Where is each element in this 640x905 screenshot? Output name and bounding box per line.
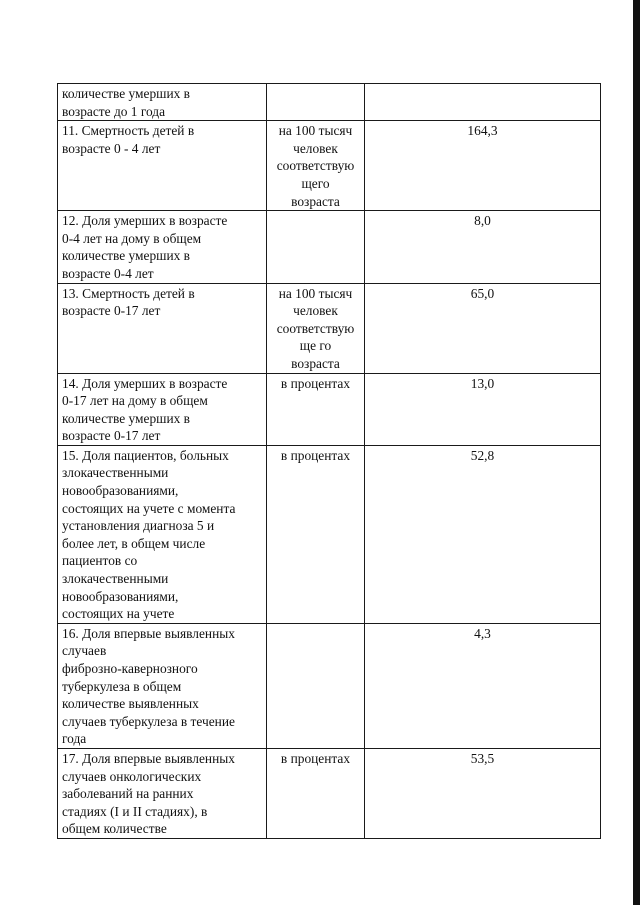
table-row [58, 84, 601, 121]
unit-cell [267, 84, 365, 121]
indicator-text: 17. Доля впервые выявленных случаев онкологических заболеваний на ранних стадиях (I и II стадиях), в общем количестве [62, 750, 235, 837]
table-row [58, 121, 601, 211]
indicator-cell [58, 283, 267, 373]
indicator-text: количестве умерших в возрасте до 1 года [62, 86, 191, 119]
value-text: 13,0 [470, 375, 495, 391]
table-row [58, 283, 601, 373]
table-row [58, 623, 601, 748]
value-cell [365, 84, 601, 121]
unit-cell [267, 211, 365, 283]
unit-text: в процентах [280, 447, 351, 463]
value-cell [365, 748, 601, 838]
indicator-cell [58, 623, 267, 748]
unit-text: в процентах [280, 750, 351, 766]
indicator-text: 13. Смертность детей в возрасте 0-17 лет [62, 285, 195, 319]
value-text: 65,0 [470, 285, 495, 301]
indicator-cell [58, 211, 267, 283]
unit-text: на 100 тысяч человек соответствую щего возраста [276, 123, 355, 209]
value-cell [365, 283, 601, 373]
scan-edge-border [633, 0, 640, 905]
indicator-text: 15. Доля пациентов, больных злокачественными новообразованиями, состоящих на учете с момента установления диагноза 5 и более лет, в общем числе пациентов со злокачественными новообразованиями, состоящих на учете [62, 447, 236, 622]
indicator-cell [58, 373, 267, 445]
unit-cell [267, 445, 365, 623]
indicator-text: 11. Смертность детей в возрасте 0 - 4 лет [62, 123, 195, 156]
value-text: 52,8 [470, 447, 495, 463]
value-text: 164,3 [467, 123, 498, 139]
unit-cell [267, 373, 365, 445]
value-text: 53,5 [470, 750, 495, 766]
table-row [58, 445, 601, 623]
unit-text: на 100 тысяч человек соответствую ще го возраста [276, 285, 355, 371]
unit-cell [267, 748, 365, 838]
value-cell [365, 211, 601, 283]
unit-cell [267, 283, 365, 373]
indicator-cell [58, 121, 267, 211]
indicator-cell [58, 84, 267, 121]
value-cell [365, 121, 601, 211]
indicators-table [57, 83, 601, 839]
indicator-text: 14. Доля умерших в возрасте 0-17 лет на дому в общем количестве умерших в возрасте 0-17 лет [62, 375, 228, 444]
value-text: 4,3 [474, 625, 491, 641]
value-cell [365, 373, 601, 445]
unit-cell [267, 623, 365, 748]
indicator-text: 12. Доля умерших в возрасте 0-4 лет на дому в общем количестве умерших в возрасте 0-4 лет [62, 213, 228, 281]
value-cell [365, 623, 601, 748]
unit-cell [267, 121, 365, 211]
value-cell [365, 445, 601, 623]
indicator-cell [58, 748, 267, 838]
indicator-text: 16. Доля впервые выявленных случаев фиброзно-кавернозного туберкулеза в общем количестве выявленных случаев туберкулеза в течение года [62, 625, 235, 747]
unit-text: в процентах [280, 375, 351, 391]
table-row [58, 373, 601, 445]
indicator-cell [58, 445, 267, 623]
value-text: 8,0 [474, 213, 491, 229]
table-row [58, 748, 601, 838]
table-row [58, 211, 601, 283]
